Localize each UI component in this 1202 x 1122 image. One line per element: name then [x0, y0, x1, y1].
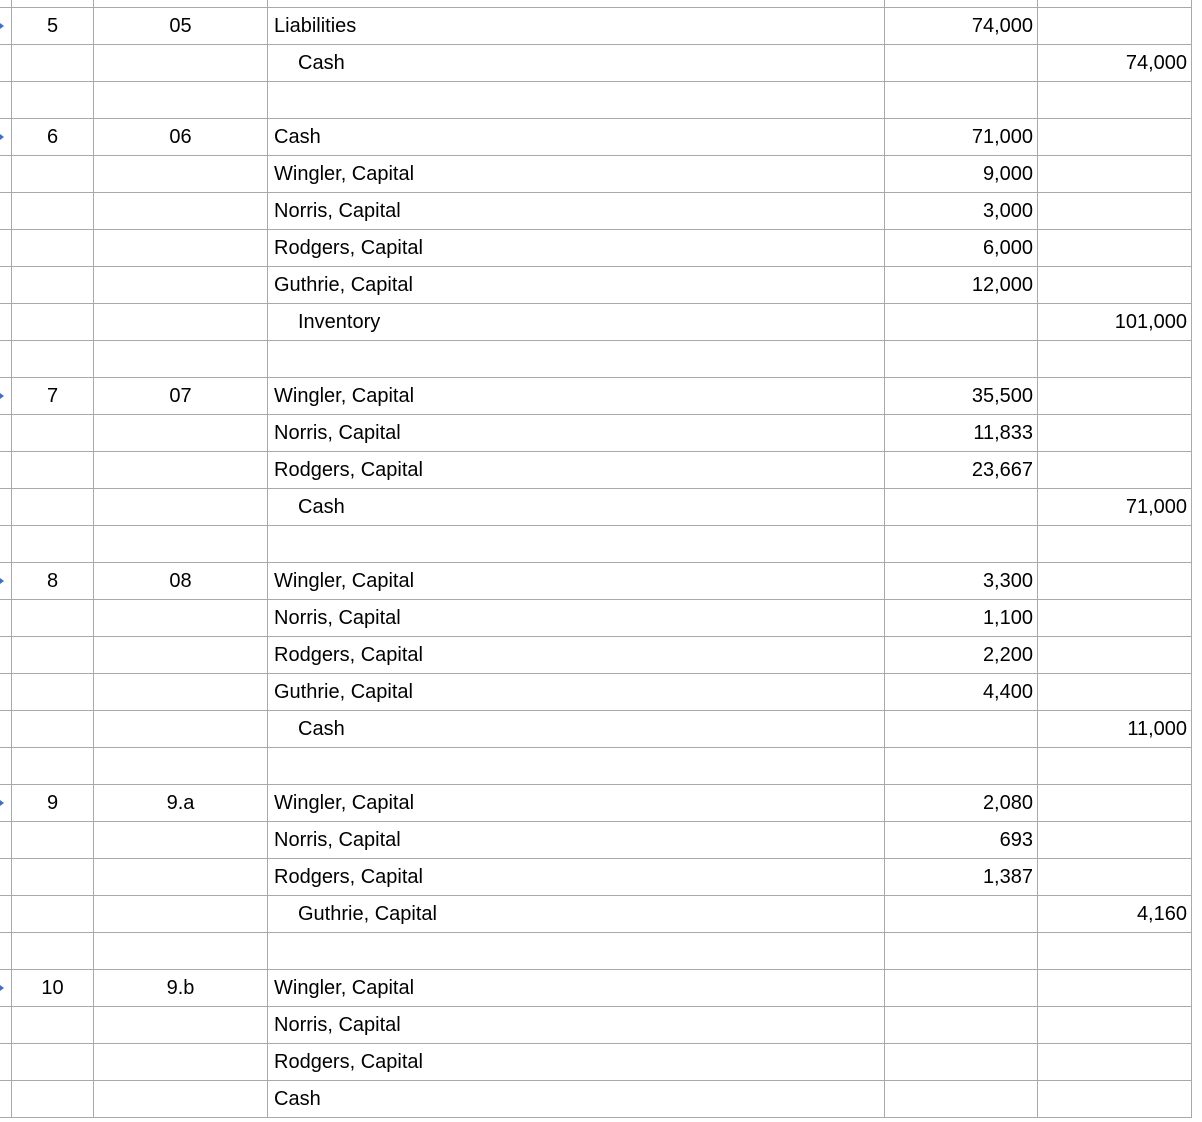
debit-cell[interactable]: 71,000 [971, 126, 1033, 148]
account-cell[interactable]: Cash [274, 126, 321, 148]
debit-cell[interactable] [885, 1081, 1037, 1118]
debit-cell[interactable]: 1,387 [982, 866, 1033, 888]
reference-cell[interactable]: 9.b [166, 977, 195, 999]
credit-cell[interactable]: 74,000 [1125, 52, 1187, 74]
entry-number-cell[interactable] [12, 600, 93, 637]
row-group-marker-icon [0, 985, 4, 991]
credit-cell[interactable] [1038, 1081, 1191, 1118]
entry-number-cell[interactable] [12, 304, 93, 341]
account-cell[interactable]: Cash [298, 718, 345, 740]
credit-cell[interactable]: 4,160 [1136, 903, 1187, 925]
row-group-marker-icon [0, 23, 4, 29]
credit-cell[interactable] [1038, 1007, 1191, 1044]
debit-cell[interactable]: 1,100 [982, 607, 1033, 629]
account-cell[interactable]: Wingler, Capital [274, 570, 415, 592]
reference-cell[interactable] [94, 230, 267, 267]
credit-cell[interactable] [1038, 1044, 1191, 1081]
entry-number-cell[interactable] [12, 896, 93, 933]
reference-cell[interactable] [94, 822, 267, 859]
debit-cell[interactable] [885, 1007, 1037, 1044]
account-cell[interactable]: Norris, Capital [274, 422, 401, 444]
account-cell[interactable]: Wingler, Capital [274, 792, 415, 814]
debit-cell[interactable]: 9,000 [982, 163, 1033, 185]
credit-cell[interactable] [1038, 822, 1191, 859]
reference-cell[interactable] [94, 193, 267, 230]
account-cell[interactable]: Rodgers, Capital [274, 459, 423, 481]
reference-cell[interactable] [94, 156, 267, 193]
reference-cell[interactable] [94, 859, 267, 896]
reference-cell[interactable] [94, 452, 267, 489]
reference-cell[interactable]: 06 [169, 126, 192, 148]
debit-cell[interactable] [885, 304, 1037, 341]
account-cell[interactable]: Inventory [298, 311, 381, 333]
account-cell[interactable]: Norris, Capital [274, 1014, 401, 1036]
entry-number-cell[interactable]: 8 [46, 570, 59, 592]
debit-cell[interactable] [885, 748, 1037, 785]
credit-cell[interactable] [1038, 970, 1191, 1007]
reference-cell[interactable]: 05 [169, 15, 192, 37]
credit-cell[interactable]: 71,000 [1125, 496, 1187, 518]
account-cell[interactable]: Norris, Capital [274, 607, 401, 629]
account-cell[interactable]: Norris, Capital [274, 200, 401, 222]
credit-cell[interactable] [1038, 341, 1191, 378]
account-cell[interactable]: Cash [274, 1088, 321, 1110]
reference-cell[interactable] [94, 1044, 267, 1081]
debit-cell[interactable]: 74,000 [971, 15, 1033, 37]
entry-number-cell[interactable]: 10 [41, 977, 64, 999]
credit-cell[interactable] [1038, 748, 1191, 785]
account-cell[interactable]: Rodgers, Capital [274, 866, 423, 888]
reference-cell[interactable] [94, 267, 267, 304]
entry-number-cell[interactable]: 7 [46, 385, 59, 407]
credit-cell[interactable] [1038, 933, 1191, 970]
debit-cell[interactable]: 12,000 [971, 274, 1033, 296]
account-cell[interactable]: Wingler, Capital [274, 385, 415, 407]
reference-cell[interactable]: 08 [169, 570, 192, 592]
credit-cell[interactable] [1038, 8, 1191, 45]
debit-cell[interactable] [885, 970, 1037, 1007]
credit-cell[interactable] [1038, 193, 1191, 230]
account-cell[interactable] [268, 933, 884, 970]
debit-cell[interactable] [885, 82, 1037, 119]
reference-cell[interactable] [94, 341, 267, 378]
account-cell[interactable] [268, 82, 884, 119]
credit-cell[interactable] [1038, 785, 1191, 822]
reference-cell[interactable] [94, 896, 267, 933]
debit-cell[interactable]: 6,000 [982, 237, 1033, 259]
entry-number-cell[interactable] [12, 230, 93, 267]
reference-cell[interactable] [94, 1007, 267, 1044]
reference-cell[interactable]: 07 [169, 385, 192, 407]
entry-number-cell[interactable]: 5 [46, 15, 59, 37]
account-cell[interactable] [268, 748, 884, 785]
entry-number-cell[interactable]: 9 [46, 792, 59, 814]
debit-cell[interactable]: 23,667 [971, 459, 1033, 481]
credit-cell[interactable] [1038, 637, 1191, 674]
reference-cell[interactable] [94, 600, 267, 637]
debit-cell[interactable]: 11,833 [973, 422, 1033, 444]
debit-cell[interactable] [885, 45, 1037, 82]
entry-number-cell[interactable] [12, 156, 93, 193]
debit-cell[interactable]: 3,300 [982, 570, 1033, 592]
reference-cell[interactable] [94, 1081, 267, 1118]
credit-cell[interactable] [1038, 563, 1191, 600]
row-group-marker-icon [0, 393, 4, 399]
credit-cell[interactable] [1038, 230, 1191, 267]
credit-cell[interactable] [1038, 526, 1191, 563]
entry-number-cell[interactable] [12, 859, 93, 896]
credit-cell[interactable] [1038, 82, 1191, 119]
entry-number-cell[interactable] [12, 1007, 93, 1044]
debit-cell[interactable] [885, 489, 1037, 526]
entry-number-cell[interactable] [12, 415, 93, 452]
credit-cell[interactable]: 101,000 [1114, 311, 1187, 333]
reference-cell[interactable] [94, 711, 267, 748]
credit-cell[interactable] [1038, 119, 1191, 156]
entry-number-cell[interactable] [12, 341, 93, 378]
entry-number-cell[interactable] [12, 637, 93, 674]
credit-cell[interactable] [1038, 674, 1191, 711]
account-cell[interactable] [268, 526, 884, 563]
reference-cell[interactable] [94, 415, 267, 452]
account-cell[interactable]: Wingler, Capital [274, 163, 415, 185]
account-cell[interactable]: Rodgers, Capital [274, 237, 423, 259]
debit-cell[interactable] [885, 711, 1037, 748]
reference-cell[interactable] [94, 933, 267, 970]
reference-cell[interactable] [94, 82, 267, 119]
debit-cell[interactable]: 693 [999, 829, 1033, 851]
grid-column-line [1191, 0, 1192, 1118]
account-cell[interactable] [268, 341, 884, 378]
credit-cell[interactable] [1038, 600, 1191, 637]
debit-cell[interactable] [885, 526, 1037, 563]
account-cell[interactable]: Norris, Capital [274, 829, 401, 851]
entry-number-cell[interactable] [12, 452, 93, 489]
debit-cell[interactable]: 2,200 [982, 644, 1033, 666]
debit-cell[interactable]: 2,080 [982, 792, 1033, 814]
entry-number-cell[interactable] [12, 526, 93, 563]
credit-cell[interactable] [1038, 859, 1191, 896]
debit-cell[interactable]: 4,400 [982, 681, 1033, 703]
entry-number-cell[interactable] [12, 489, 93, 526]
entry-number-cell[interactable]: 6 [46, 126, 59, 148]
reference-cell[interactable]: 9.a [166, 792, 195, 814]
entry-number-cell[interactable] [12, 822, 93, 859]
reference-cell[interactable] [94, 526, 267, 563]
reference-cell[interactable] [94, 304, 267, 341]
reference-cell[interactable] [94, 489, 267, 526]
account-cell[interactable]: Guthrie, Capital [274, 274, 413, 296]
credit-cell[interactable] [1038, 415, 1191, 452]
account-cell[interactable]: Cash [298, 496, 345, 518]
credit-cell[interactable]: 11,000 [1127, 718, 1187, 740]
account-cell[interactable]: Guthrie, Capital [298, 903, 437, 925]
debit-cell[interactable]: 3,000 [982, 200, 1033, 222]
credit-cell[interactable] [1038, 452, 1191, 489]
reference-cell[interactable] [94, 637, 267, 674]
reference-cell[interactable] [94, 748, 267, 785]
entry-number-cell[interactable] [12, 82, 93, 119]
credit-cell[interactable] [1038, 267, 1191, 304]
entry-number-cell[interactable] [12, 748, 93, 785]
entry-number-cell[interactable] [12, 674, 93, 711]
entry-number-cell[interactable] [12, 711, 93, 748]
row-group-marker-icon [0, 578, 4, 584]
account-cell[interactable]: Liabilities [274, 15, 357, 37]
account-cell[interactable]: Guthrie, Capital [274, 681, 413, 703]
entry-number-cell[interactable] [12, 1081, 93, 1118]
debit-cell[interactable]: 35,500 [971, 385, 1033, 407]
reference-cell[interactable] [94, 45, 267, 82]
debit-cell[interactable] [885, 1044, 1037, 1081]
debit-cell[interactable] [885, 933, 1037, 970]
entry-number-cell[interactable] [12, 933, 93, 970]
account-cell[interactable]: Cash [298, 52, 345, 74]
account-cell[interactable]: Wingler, Capital [274, 977, 415, 999]
credit-cell[interactable] [1038, 156, 1191, 193]
reference-cell[interactable] [94, 674, 267, 711]
row-group-marker-icon [0, 800, 4, 806]
entry-number-cell[interactable] [12, 267, 93, 304]
credit-cell[interactable] [1038, 378, 1191, 415]
debit-cell[interactable] [885, 896, 1037, 933]
entry-number-cell[interactable] [12, 45, 93, 82]
account-cell[interactable]: Rodgers, Capital [274, 1051, 423, 1073]
debit-cell[interactable] [885, 341, 1037, 378]
account-cell[interactable]: Rodgers, Capital [274, 644, 423, 666]
entry-number-cell[interactable] [12, 193, 93, 230]
row-group-marker-icon [0, 134, 4, 140]
entry-number-cell[interactable] [12, 1044, 93, 1081]
